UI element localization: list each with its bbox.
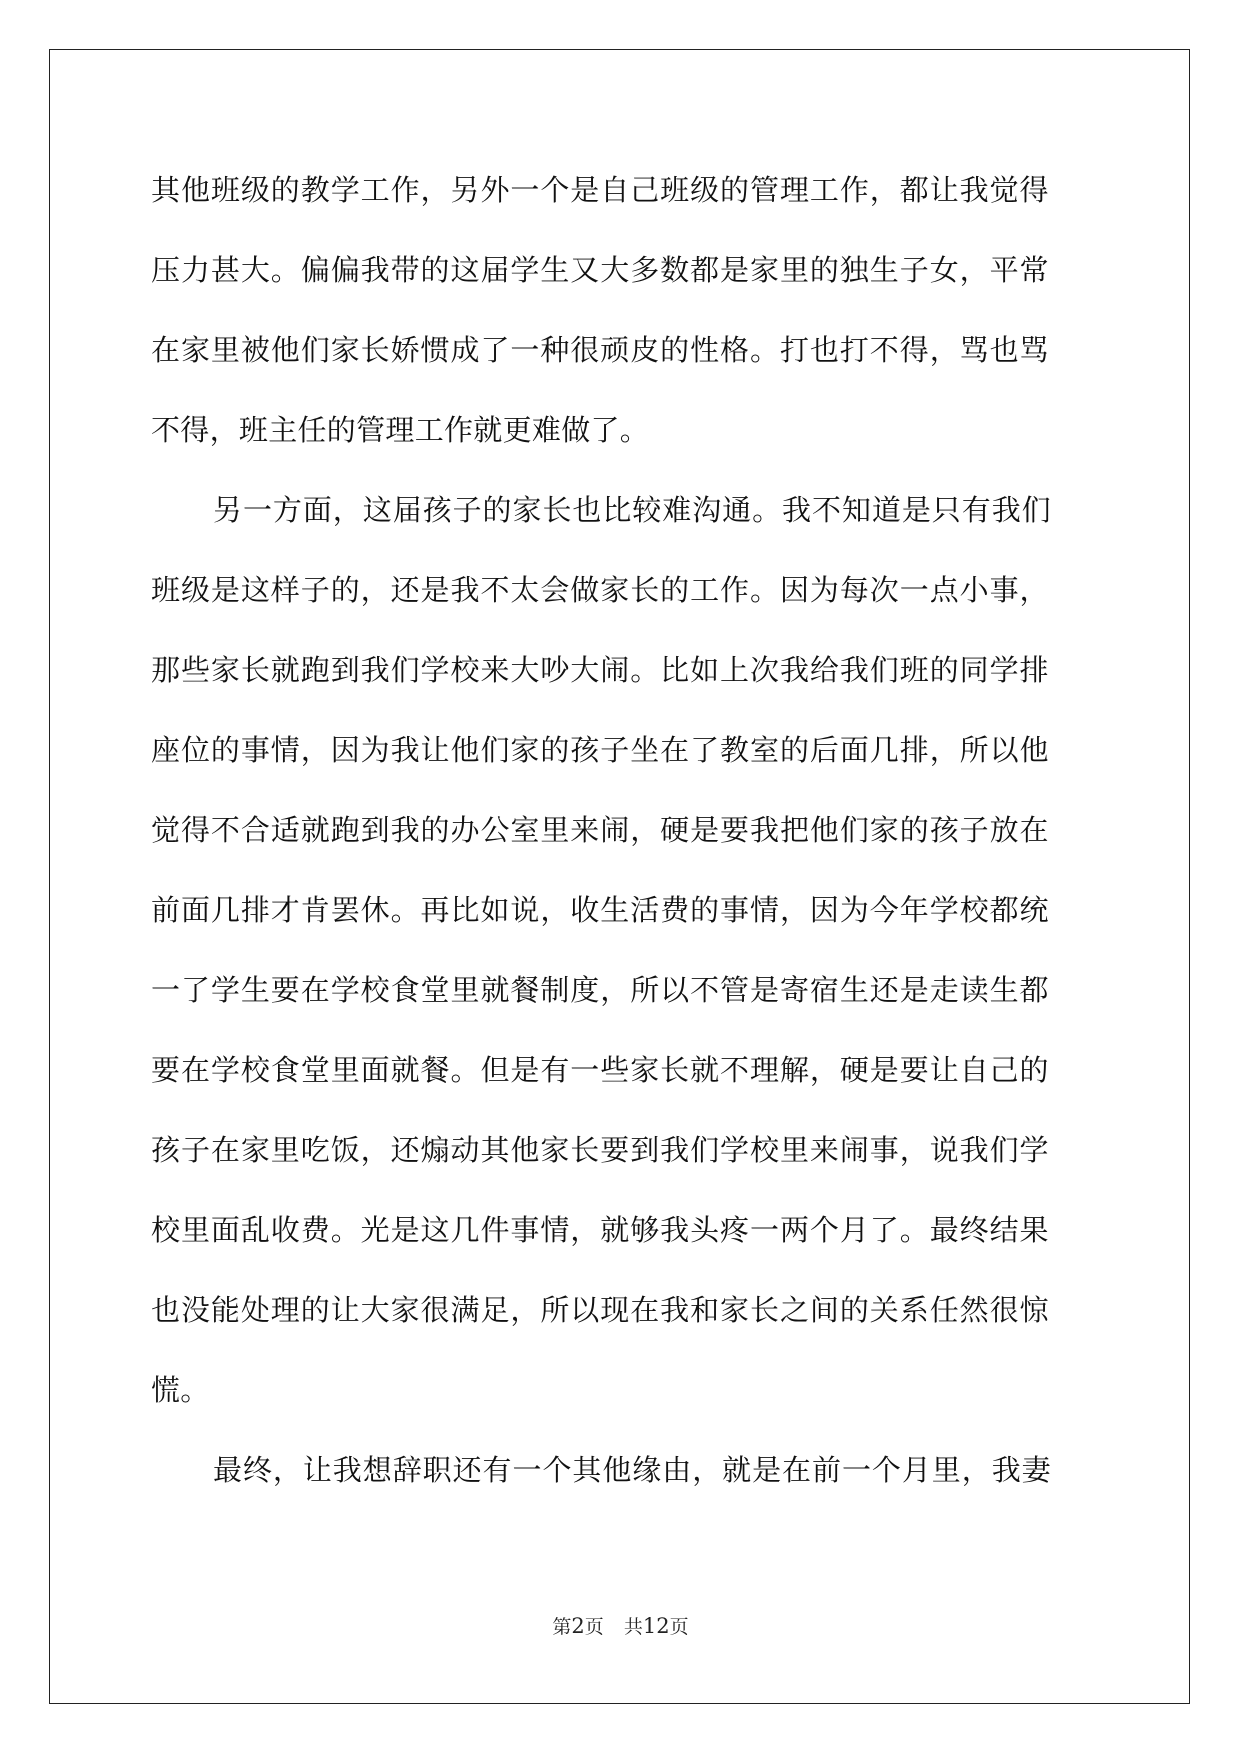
paragraph-line-6: 班级是这样子的，还是我不太会做家长的工作。因为每次一点小事， bbox=[151, 573, 1050, 607]
paragraph-line-16: 慌。 bbox=[151, 1373, 210, 1407]
paragraph-line-5: 另一方面，这届孩子的家长也比较难沟通。我不知道是只有我们 bbox=[213, 493, 1052, 527]
page-number: 2 bbox=[571, 1614, 585, 1638]
paragraph-line-17: 最终，让我想辞职还有一个其他缘由，就是在前一个月里，我妻 bbox=[213, 1453, 1052, 1487]
paragraph-line-7: 那些家长就跑到我们学校来大吵大闹。比如上次我给我们班的同学排 bbox=[151, 653, 1050, 687]
paragraph-line-1: 其他班级的教学工作，另外一个是自己班级的管理工作，都让我觉得 bbox=[151, 173, 1050, 207]
paragraph-line-4: 不得，班主任的管理工作就更难做了。 bbox=[151, 413, 650, 447]
paragraph-line-11: 一了学生要在学校食堂里就餐制度，所以不管是寄宿生还是走读生都 bbox=[151, 973, 1050, 1007]
total-prefix: 共 bbox=[623, 1616, 643, 1638]
paragraph-line-8: 座位的事情，因为我让他们家的孩子坐在了教室的后面几排，所以他 bbox=[151, 733, 1050, 767]
paragraph-line-10: 前面几排才肯罢休。再比如说，收生活费的事情，因为今年学校都统 bbox=[151, 893, 1050, 927]
page-total: 12 bbox=[642, 1614, 670, 1638]
paragraph-line-12: 要在学校食堂里面就餐。但是有一些家长就不理解，硬是要让自己的 bbox=[151, 1053, 1050, 1087]
page-prefix: 第 bbox=[552, 1616, 572, 1638]
total-suffix: 页 bbox=[669, 1616, 689, 1638]
paragraph-line-15: 也没能处理的让大家很满足，所以现在我和家长之间的关系任然很惊 bbox=[151, 1293, 1050, 1327]
paragraph-line-2: 压力甚大。偏偏我带的这届学生又大多数都是家里的独生子女，平常 bbox=[151, 253, 1050, 287]
paragraph-line-14: 校里面乱收费。光是这几件事情，就够我头疼一两个月了。最终结果 bbox=[151, 1213, 1050, 1247]
paragraph-line-3: 在家里被他们家长娇惯成了一种很顽皮的性格。打也打不得，骂也骂 bbox=[151, 333, 1050, 367]
paragraph-line-9: 觉得不合适就跑到我的办公室里来闹，硬是要我把他们家的孩子放在 bbox=[151, 813, 1050, 847]
paragraph-line-13: 孩子在家里吃饭，还煽动其他家长要到我们学校里来闹事，说我们学 bbox=[151, 1133, 1050, 1167]
page-footer bbox=[0, 1614, 1241, 1639]
page-suffix: 页 bbox=[584, 1616, 604, 1638]
